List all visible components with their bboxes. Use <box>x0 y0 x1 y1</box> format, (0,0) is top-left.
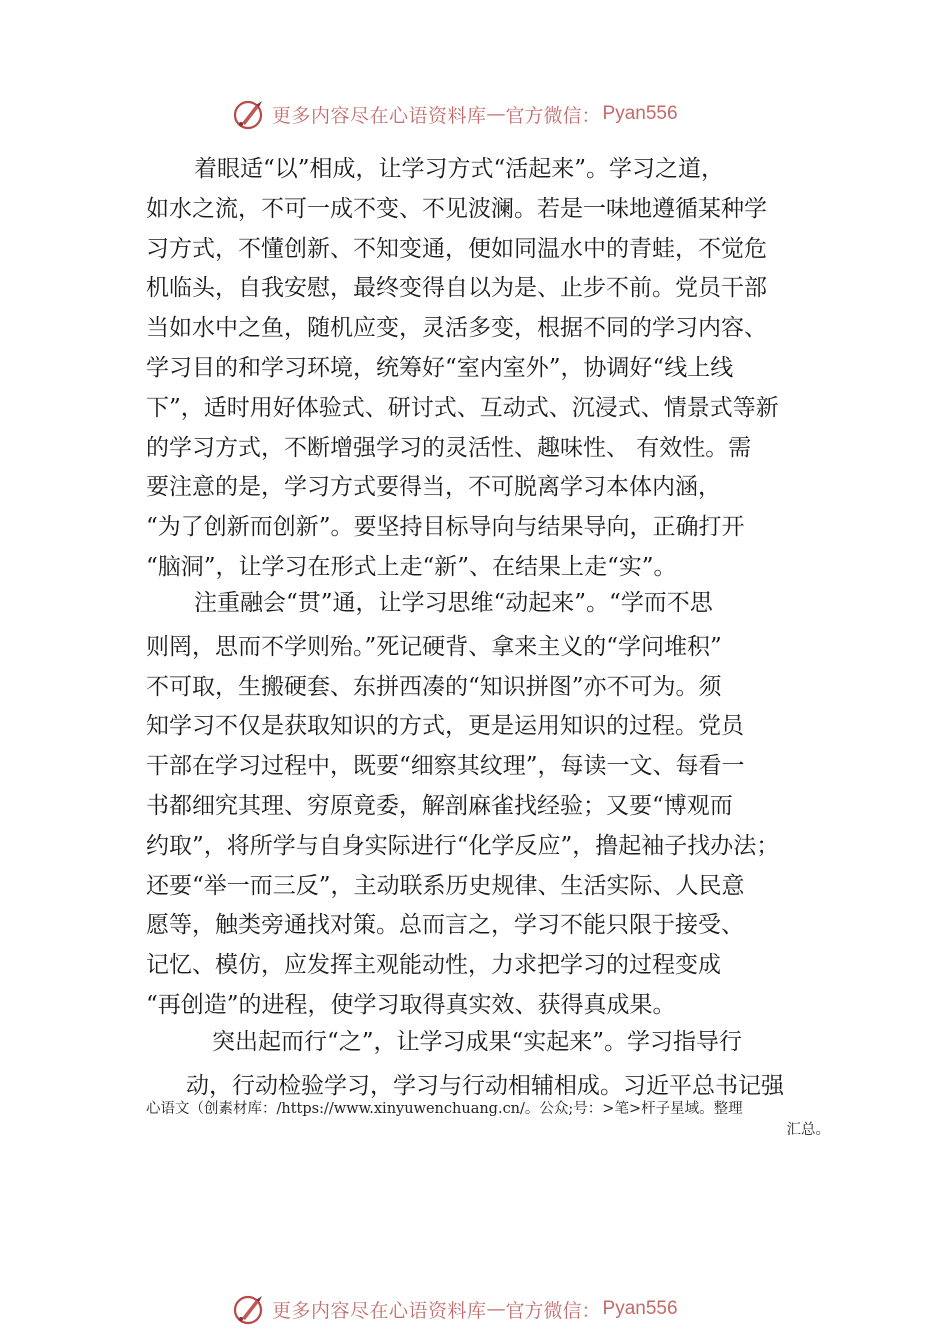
text-line: 着眼适“以”相成，让学习方式“活起来”。学习之道， <box>194 156 725 182</box>
text-line: 愿等，触类旁通找对策。总而言之，学习不能只限于接受、 <box>146 912 744 939</box>
text-line: 记忆、模仿，应发挥主观能动性，力求把学习的过程变成 <box>146 952 721 979</box>
text-line: 学习目的和学习环境，统筹好“室内室外”，协调好“线上线 <box>146 354 734 381</box>
banner-wechat-label: 官方微信： <box>505 1299 601 1322</box>
text-line: “为了创新而创新”。要坚持目标导向与结果导向，正确打开 <box>146 514 745 541</box>
text-line: 的学习方式，不断增强学习的灵活性、趣味性、 有效性。需 <box>146 434 752 461</box>
quill-logo-icon <box>232 97 266 131</box>
text-line: 知学习不仅是获取知识的方式，更是运用知识的过程。党员 <box>146 713 744 740</box>
text-line: 约取”，将所学与自身实际进行“化学反应”，撸起袖子找办法； <box>146 832 780 859</box>
header-banner <box>232 97 678 131</box>
text-line: 还要“举一而三反”，主动联系历史规律、生活实际、人民意 <box>146 872 745 899</box>
paragraph-3 <box>146 1023 822 1107</box>
banner-wechat-id: Pyan556 <box>602 103 678 124</box>
banner-wechat-label: 官方微信： <box>505 104 601 127</box>
text-line: 动，行动检验学习，学习与行动相辅相成。习近平总书记强 <box>186 1072 784 1099</box>
footer-banner <box>232 1292 678 1326</box>
paragraph-1 <box>146 150 822 588</box>
banner-separator: — <box>486 103 506 125</box>
text-line: 不可取，生搬硬套、东拼西凑的“知识拼图”亦不可为。须 <box>146 673 722 700</box>
banner-separator: — <box>486 1298 506 1320</box>
text-line: 当如水中之鱼，随机应变，灵活多变，根据不同的学习内容、 <box>146 315 767 342</box>
source-note-line: 汇总。 <box>786 1122 830 1138</box>
text-line: 突出起而行“之”，让学习成果“实起来”。学习指导行 <box>212 1029 743 1055</box>
source-note-line: 心语文（创素材库：/https://www.xinyuwenchuang.cn/。公众;号：>笔>杆子星域。整理 <box>146 1101 743 1117</box>
text-line: “脑洞”，让学习在形式上走“新”、在结果上走“实”。 <box>146 553 677 580</box>
source-note <box>146 1099 830 1141</box>
text-line: 书都细究其理、穷原竟委，解剖麻雀找经验；又要“博观而 <box>146 792 733 819</box>
text-line: 注重融会“贯”通，让学习思维“动起来”。“学而不思 <box>194 590 713 616</box>
paragraph-2 <box>146 584 822 1026</box>
text-line: “再创造”的进程，使学习取得真实效、获得真成果。 <box>146 991 676 1018</box>
text-line: 机临头，自我安慰，最终变得自以为是、止步不前。党员干部 <box>146 275 767 302</box>
text-line: 要注意的是，学习方式要得当，不可脱离学习本体内涵， <box>146 474 721 501</box>
banner-slogan: 更多内容尽在心语资料库 <box>272 1299 487 1322</box>
text-line: 则罔，思而不学则殆。”死记硬背、拿来主义的“学问堆积” <box>146 633 722 660</box>
text-line: 习方式，不懂创新、不知变通，便如同温水中的青蛙，不觉危 <box>146 235 767 262</box>
text-line: 如水之流，不可一成不变、不见波澜。若是一味地遵循某种学 <box>146 195 767 222</box>
text-line: 下”，适时用好体验式、研讨式、互动式、沉浸式、情景式等新 <box>146 394 779 421</box>
banner-wechat-id: Pyan556 <box>602 1298 678 1319</box>
banner-slogan: 更多内容尽在心语资料库 <box>272 104 487 127</box>
text-line: 干部在学习过程中，既要“细察其纹理”，每读一文、每看一 <box>146 753 745 780</box>
quill-logo-icon <box>232 1292 266 1326</box>
